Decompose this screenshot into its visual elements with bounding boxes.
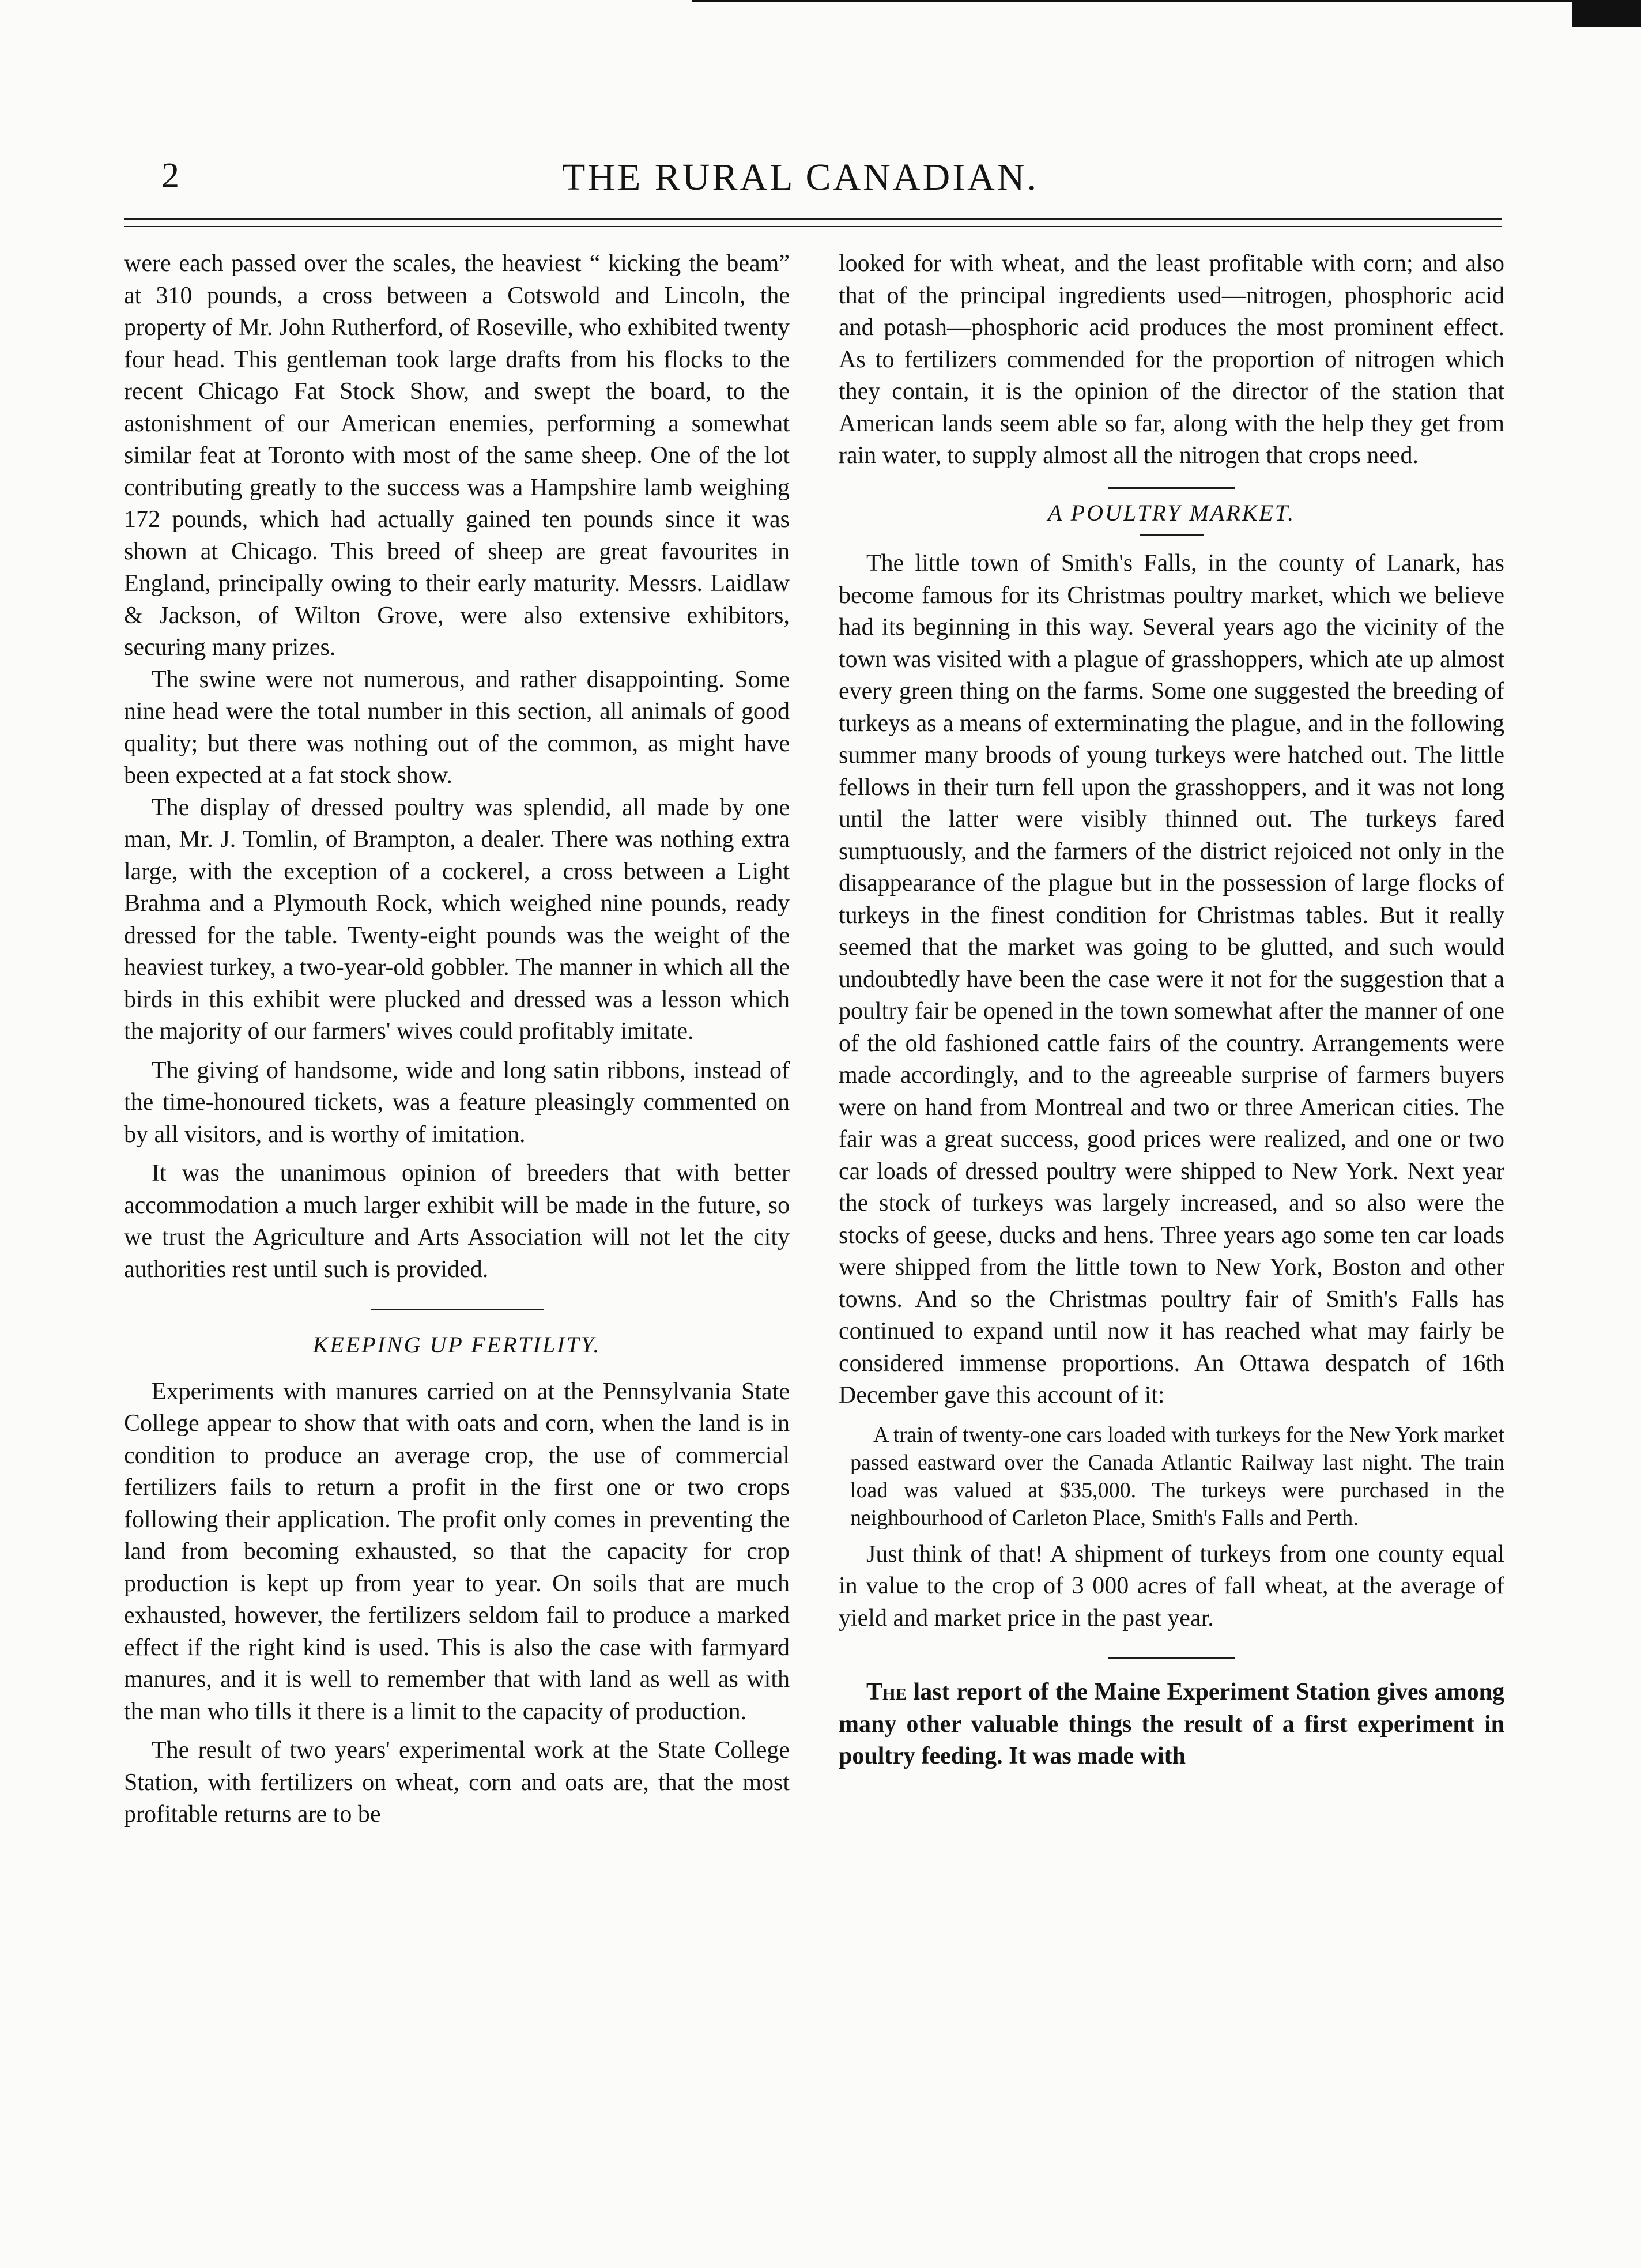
left-column bbox=[124, 248, 790, 1831]
divider-rule bbox=[1108, 1657, 1235, 1659]
paragraph: looked for with wheat, and the least profitable with corn; and also that of the principal ingredients used—nitrogen, phosphoric acid and potash—phosphoric acid produces the most prominent effect. As to fertilizers commended for the proportion of nitrogen which they contain, it is the opinion of the director of the station that American lands seem able so far, along with the help they get from rain water, to supply almost all the nitrogen that crops need. bbox=[839, 250, 1504, 469]
paragraph: The result of two years' experimental work at the State College Station, with fertilizers on wheat, corn and oats are, that the most profitable returns are to be bbox=[124, 1737, 790, 1828]
top-thin-rule bbox=[692, 0, 1572, 2]
paragraph: last report of the Maine Experiment Station gives among many other valuable things the result of a first experiment in poultry feeding. It was made with bbox=[839, 1679, 1504, 1769]
masthead-title: THE RURAL CANADIAN. bbox=[561, 156, 1039, 198]
paragraph: The little town of Smith's Falls, in the county of Lanark, has become famous for its Christmas poultry market, which we believe had its beginning in this way. Several years ago the vicinity of the town was visited with a plague of grasshoppers, which ate up almost every green thing on the farms. Some one suggested the breeding of turkeys as a means of exterminating the plague, and in the following summer many broods of young turkeys were hatched out. The little fellows in their turn fell upon the grasshoppers, and it was not long until the latter were visibly thinned out. The turkeys fared sumptuously, and the farmers of the district rejoiced not only in the disappearance of the plague but in the possession of large flocks of turkeys in the finest condition for Christmas tables. But it really seemed that the market was going to be glutted, and such would undoubtedly have been the case were it not for the suggestion that a poultry fair be opened in the town somewhat after the manner of one of the old fashioned cattle fairs of the country. Arrangements were made accordingly, and to the agreeable surprise of farmers buyers were on hand from Montreal and two or three American cities. The fair was a great success, good prices were realized, and one or two car loads of dressed poultry were shipped to New York. Next year the stock of turkeys was largely increased, and so also were the stocks of geese, ducks and hens. Three years ago some ten car loads were shipped from the little town to New York, Boston and other towns. And so the Christmas poultry fair of Smith's Falls has continued to expand until now it has reached what may fairly be considered immense proportions. An Ottawa despatch of 16th December gave this account of it: bbox=[839, 550, 1504, 1408]
section-divider bbox=[839, 487, 1504, 489]
paragraph-lead bbox=[839, 1676, 1504, 1773]
header-rule-bottom bbox=[124, 226, 1502, 227]
section-divider bbox=[839, 1657, 1504, 1659]
divider-rule bbox=[1108, 487, 1235, 489]
quote-text: A train of twenty-one cars loaded with turkeys for the New York market passed eastward over the Canada Atlantic Railway last night. The train load was valued at $35,000. The turkeys were purchased in the neighbourhood of Carleton Place, Smith's Falls and Perth. bbox=[850, 1422, 1504, 1530]
paragraph: were each passed over the scales, the heaviest “ kicking the beam” at 310 pounds, a cross between a Cotswold and Lincoln, the property of Mr. John Rutherford, of Roseville, who exhibited twenty four head. This gentleman took large drafts from his flocks to the recent Chicago Fat Stock Show, and swept the board, to the astonishment of our American enemies, performing a somewhat similar feat at Toronto with most of the same sheep. One of the lot contributing greatly to the success was a Hampshire lamb weighing 172 pounds, which had actually gained ten pounds since it was shown at Chicago. This breed of sheep are great favourites in England, principally owing to their early maturity. Messrs. Laidlaw & Jackson, of Wilton Grove, were also extensive exhibitors, securing many prizes. bbox=[124, 250, 790, 661]
paragraph: The display of dressed poultry was splendid, all made by one man, Mr. J. Tomlin, of Brampton, a dealer. There was nothing extra large, with the exception of a cockerel, a cross between a Light Brahma and a Plymouth Rock, which weighed nine pounds, ready dressed for the table. Twenty-eight pounds was the weight of the heaviest turkey, a two-year-old gobbler. The manner in which all the birds in this exhibit were plucked and dressed was a lesson which the majority of our farmers' wives could profitably imitate. bbox=[124, 794, 790, 1045]
page-number: 2 bbox=[161, 156, 179, 195]
header-rule-top bbox=[124, 218, 1502, 220]
paragraph: Just think of that! A shipment of turkeys from one county equal in value to the crop of 3 000 acres of fall wheat, at the average of yield and market price in the past year. bbox=[839, 1540, 1504, 1632]
quoted-despatch bbox=[839, 1421, 1504, 1532]
paragraph: It was the unanimous opinion of breeders that with better accommodation a much larger exhibit will be made in the future, so we trust the Agriculture and Arts Association will not let the city authorities rest until such is provided. bbox=[124, 1160, 790, 1283]
page-header bbox=[115, 156, 1485, 202]
section-divider bbox=[124, 1309, 790, 1314]
right-column bbox=[839, 248, 1504, 1773]
section-heading: KEEPING UP FERTILITY. bbox=[312, 1332, 601, 1358]
section-heading: A POULTRY MARKET. bbox=[1047, 499, 1296, 526]
paragraph: The swine were not numerous, and rather disappointing. Some nine head were the total number in this section, all animals of good quality; but there was nothing out of the common, as might have been expected at a fat stock show. bbox=[124, 666, 790, 789]
paragraph: The giving of handsome, wide and long satin ribbons, instead of the time-honoured tickets, was a feature pleasingly commented on by all visitors, and is worthy of imitation. bbox=[124, 1057, 790, 1148]
top-border bbox=[0, 0, 1641, 28]
top-corner-bar bbox=[1572, 0, 1641, 27]
double-rule bbox=[371, 1309, 544, 1314]
lead-word: The bbox=[866, 1679, 907, 1705]
heading-underline bbox=[1140, 534, 1204, 536]
paragraph: Experiments with manures carried on at the Pennsylvania State College appear to show that with oats and corn, when the land is in condition to produce an average crop, the use of commercial fertilizers fails to return a profit in the first one or two crops following their application. The profit only comes in preventing the land from becoming exhausted, so that the capacity for crop production is kept up from year to year. On soils that are much exhausted, however, the fertilizers seldom fail to produce a marked effect if the right kind is used. This is also the case with farmyard manures, and it is well to remember that with land as well as with the man who tills it there is a limit to the capacity of production. bbox=[124, 1378, 790, 1725]
